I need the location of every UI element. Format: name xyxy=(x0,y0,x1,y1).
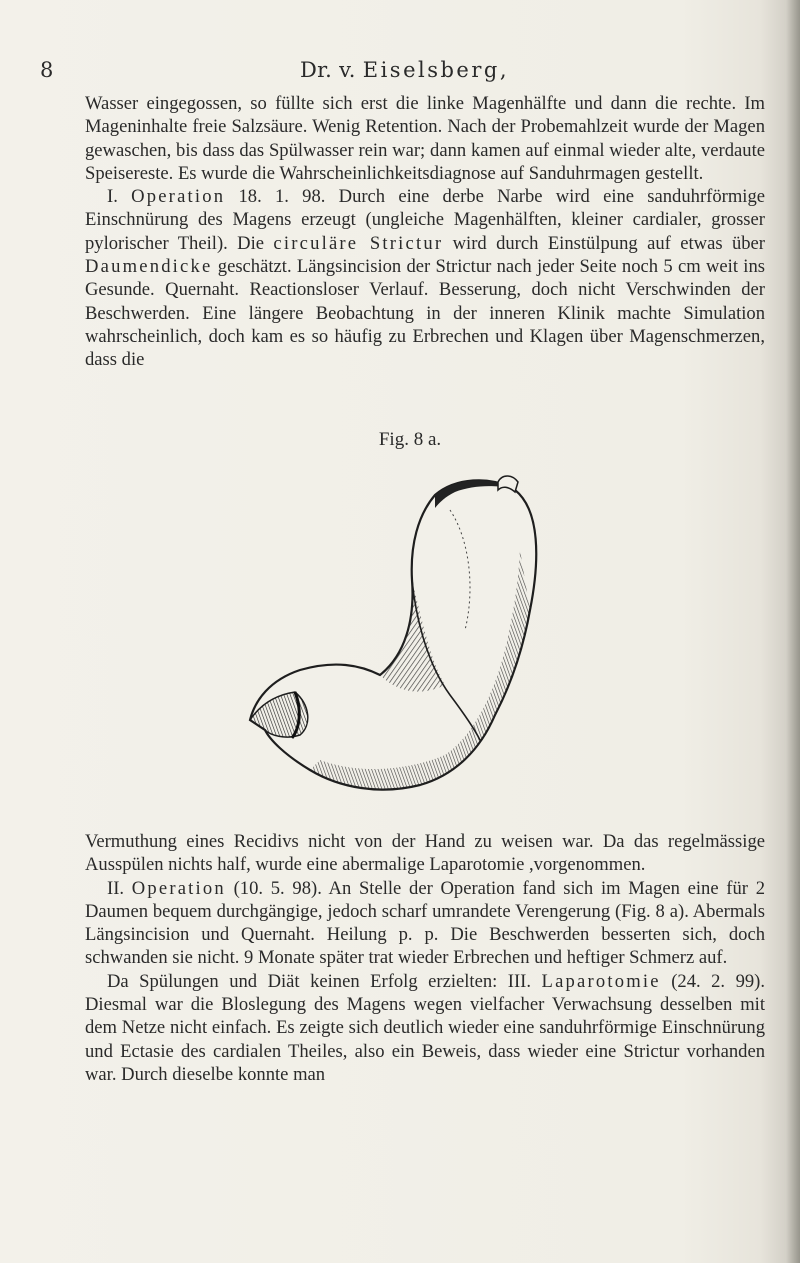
operation-numeral: II. xyxy=(107,877,132,899)
page-edge-shadow xyxy=(786,0,800,1263)
operation-text-a: (10. 5. 98). An Stelle der Operation fand sich im Magen eine für 2 Daumen bequem durchgängige, jedoch scharf umrandete Verengerung (Fig. 8 a). Abermals Längsincision und Quernaht. Heilung p. p. Die Beschwerden besserten sich, doch schwanden sie nicht. 9 Monate später trat wieder Erbrechen und heftiger Schmerz auf. xyxy=(85,877,765,969)
running-head-prefix: Dr. v. xyxy=(300,58,363,82)
operation-text-b: wird durch Einstülpung auf etwas über xyxy=(443,232,765,254)
laparotomie-label: Laparotomie xyxy=(541,970,661,992)
operation-label: Operation xyxy=(131,877,226,899)
page-header xyxy=(0,58,800,88)
paragraph-operation-1 xyxy=(85,185,765,371)
page-number: 8 xyxy=(40,58,54,82)
laparotomie-text-a: Da Spülungen und Diät keinen Erfolg erzielten: III. xyxy=(107,970,542,992)
emphasis-strictur: circuläre Strictur xyxy=(273,232,444,254)
paragraph-laparotomie-3 xyxy=(85,970,765,1086)
running-head-suffix: , xyxy=(499,58,507,82)
operation-numeral: I. xyxy=(107,186,132,208)
laparotomie-text-b: (24. 2. 99). Diesmal war die Bloslegung des Magens wegen vielfacher Verwachsung desselben mit dem Netze nicht einfach. Es zeigte sich deutlich wieder eine sanduhrförmige Einschnürung und Ectasie des cardialen Theiles, also ein Beweis, dass wieder eine Strictur vorhanden war. Durch dieselbe konnte man xyxy=(85,970,766,1085)
operation-text-a: 18. 1. 98. Durch eine derbe Narbe wird eine sanduhrförmige Einschnürung des Magens erzeugt (ungleiche Magenhälften, kleiner cardialer, grosser pylorischer Theil). Die xyxy=(85,186,765,254)
running-head-author: Eiselsberg xyxy=(362,58,500,82)
stomach-outline xyxy=(250,480,536,789)
paragraph-vermuthung: Vermuthung eines Recidivs nicht von der Hand zu weisen war. Da das regelmässige Ausspülen nichts half, wurde eine abermalige Laparotomie ,vorgenommen. xyxy=(85,831,765,876)
running-head xyxy=(300,58,507,82)
text-block-lower xyxy=(85,830,765,1086)
emphasis-daumendicke: Daumendicke xyxy=(85,256,213,278)
operation-text-c: geschätzt. Längsincision der Strictur nach jeder Seite noch 5 cm weit ins Gesunde. Quernaht. Reactionsloser Verlauf. Besserung, doch nicht Verschwinden der Beschwerden. Eine längere Beobachtung in der inneren Klinik machte Simulation wahrscheinlich, doch kam es so häufig zu Erbrechen und Klagen über Magenschmerzen, dass die xyxy=(85,256,765,371)
paragraph-operation-2 xyxy=(85,877,765,970)
paragraph-continuation: Wasser eingegossen, so füllte sich erst die linke Magenhälfte und dann die rechte. Im Mageninhalte freie Salzsäure. Wenig Retention. Nach der Probemahlzeit wurde der Magen gewaschen, bis dass das Spülwasser rein war; dann kamen auf einmal wieder alte, verdaute Speisereste. Es wurde die Wahrscheinlichkeitsdiagnose auf Sanduhrmagen gestellt. xyxy=(85,93,765,184)
text-block-upper xyxy=(85,92,765,372)
figure-caption: Fig. 8 a. xyxy=(378,429,442,450)
stomach-illustration xyxy=(240,470,570,815)
operation-label: Operation xyxy=(131,186,226,208)
